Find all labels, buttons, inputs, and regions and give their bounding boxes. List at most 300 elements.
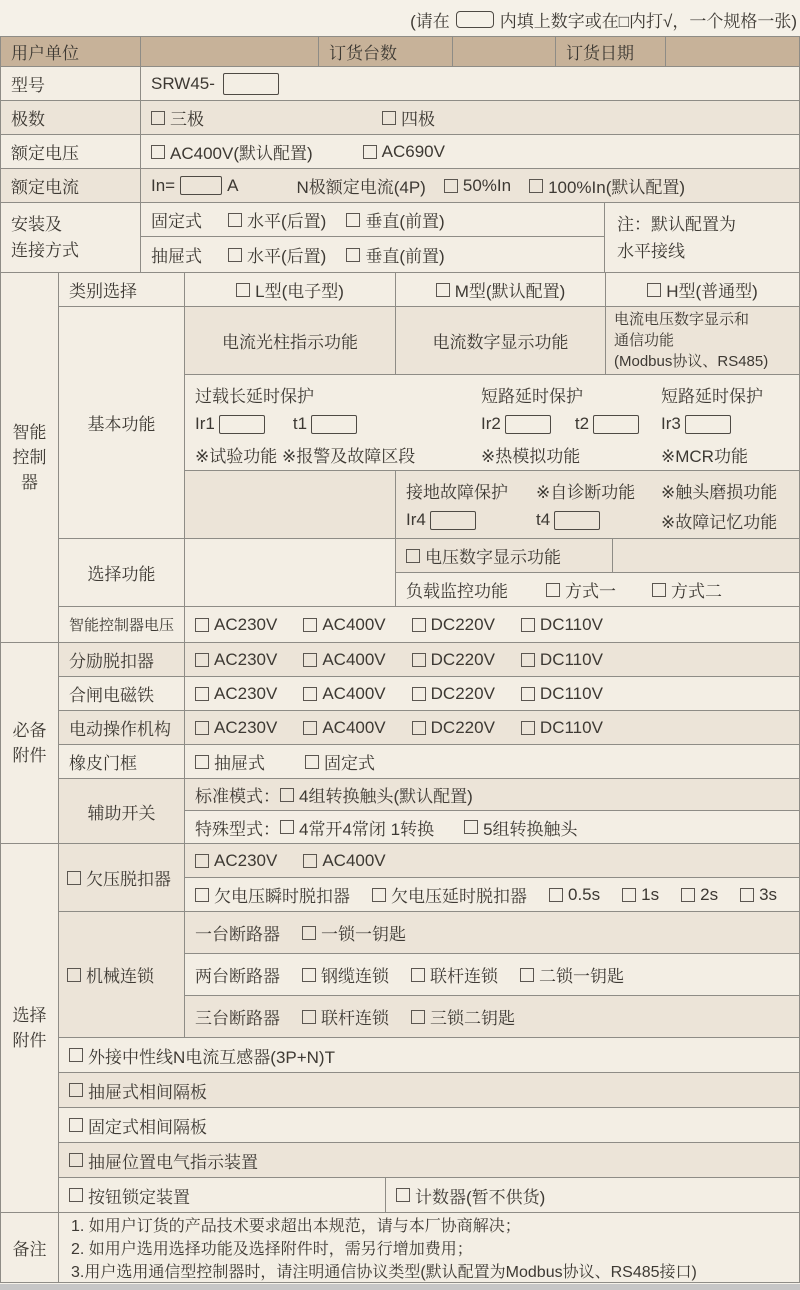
fill-in-box (456, 11, 494, 28)
category-m-option (436, 277, 565, 302)
option (382, 105, 435, 130)
option (346, 242, 444, 267)
option-label: DC110V (539, 614, 603, 634)
checkbox-icon[interactable] (521, 618, 535, 632)
checkbox-icon[interactable] (363, 145, 377, 159)
user-unit-input[interactable] (140, 36, 319, 67)
option (412, 650, 495, 670)
short-delay-fields (481, 409, 639, 439)
option-label: 联杆连锁 (430, 967, 498, 986)
aux-switch-std-cell (184, 778, 800, 811)
overload-protection-group (195, 379, 415, 469)
option-label: 计数器(暂不供货) (415, 1187, 546, 1207)
contact-wear-note: ※触头磨损功能 (661, 482, 778, 502)
option (69, 1078, 207, 1103)
page-bottom-strip (0, 1284, 800, 1290)
one-breaker-prefix: 一台断路器 (195, 925, 280, 944)
option-label: 四极 (401, 110, 435, 129)
checkbox-icon[interactable] (151, 145, 165, 159)
option (549, 885, 600, 905)
checkbox-icon[interactable] (303, 653, 317, 667)
ir3-label: Ir3 (661, 414, 681, 433)
checkbox-icon[interactable] (546, 583, 560, 597)
category-h-option (647, 277, 758, 302)
checkbox-icon[interactable] (529, 179, 543, 193)
remarks-label: 备注 (0, 1212, 59, 1283)
text-line: 附件 (12, 746, 47, 765)
option-label: 抽屉式相间隔板 (88, 1082, 207, 1102)
shunt-cell (184, 642, 800, 677)
option-label: 外接中性线N电流互感器(3P+N)T (88, 1047, 335, 1067)
option-label: M型(默认配置) (454, 282, 566, 301)
option-label: 三锁二钥匙 (430, 1009, 515, 1028)
option-label: 垂直(前置) (365, 247, 445, 266)
checkbox-icon[interactable] (549, 888, 563, 902)
option-label: 4组转换触头(默认配置) (299, 787, 473, 806)
option-label: 5组转换触头 (483, 819, 578, 839)
checkbox-icon[interactable] (195, 755, 209, 769)
closing-coil-cell (184, 676, 800, 711)
option-label: 三极 (170, 110, 204, 129)
text-line: 智能 (12, 423, 47, 442)
ir2-fill-in-box[interactable] (505, 415, 551, 434)
option-label: 2s (700, 884, 719, 904)
install-drawer-prefix: 抽屉式 (151, 247, 202, 266)
checkbox-icon[interactable] (195, 618, 209, 632)
checkbox-icon[interactable] (195, 721, 209, 735)
option-label: 按钮锁定装置 (88, 1187, 190, 1207)
aux-std-options (280, 782, 473, 807)
option (521, 718, 603, 738)
install-fixed-prefix: 固定式 (151, 212, 202, 231)
t1-fill-in-box[interactable] (311, 415, 357, 434)
option-label: AC400V (322, 717, 386, 737)
ir1-label: Ir1 (195, 414, 215, 433)
model-label: 型号 (0, 66, 141, 101)
poles-label: 极数 (0, 100, 141, 135)
checkbox-icon[interactable] (302, 926, 316, 940)
option-label: 50%In (462, 175, 512, 195)
rated-voltage-label: 额定电压 (0, 134, 141, 169)
option-label: 固定式 (324, 754, 375, 773)
model-cell (140, 66, 800, 101)
ir2-label: Ir2 (481, 414, 501, 433)
protection-row1 (184, 374, 800, 471)
in-prefix: In= (151, 175, 176, 195)
checkbox-icon[interactable] (69, 1118, 83, 1132)
t4-label: t4 (536, 510, 551, 529)
overload-fields (195, 409, 415, 439)
controller-group-label (0, 272, 59, 643)
aux-switch-sp-cell (184, 810, 800, 844)
checkbox-icon[interactable] (67, 871, 81, 885)
required-group-label (0, 642, 59, 844)
drawer-barrier-option (69, 1078, 207, 1103)
text-line: 通信功能 (614, 332, 675, 349)
controller-voltage-options (195, 615, 603, 635)
load-monitor-label: 负载监控功能 (406, 582, 508, 601)
install-fixed-options (228, 207, 445, 232)
drawer-position-indicator-cell (58, 1142, 800, 1178)
option (520, 962, 624, 987)
option (303, 615, 385, 635)
option (67, 865, 171, 890)
option (195, 615, 277, 635)
checkbox-icon[interactable] (69, 1048, 83, 1062)
motor-mechanism-label: 电动操作机构 (58, 710, 185, 745)
poles-options (151, 105, 435, 130)
rubber-frame-cell (184, 744, 800, 779)
category-h-cell (605, 272, 800, 307)
func-m-cell: 电流数字显示功能 (395, 306, 606, 375)
text-line: (Modbus协议、RS485) (614, 353, 769, 370)
option (303, 684, 385, 704)
option (69, 1113, 207, 1138)
checkbox-icon[interactable] (346, 248, 360, 262)
text-line: 控制 (12, 448, 47, 467)
ground-fault-group (406, 475, 508, 535)
option (521, 615, 603, 635)
text-line: 1. 如用户订货的产品技术要求超出本规范，请与本厂协商解决； (71, 1218, 521, 1235)
short-instant-protection-group (661, 379, 763, 469)
button-lock-cell (58, 1177, 386, 1213)
option-label: AC230V (214, 614, 278, 634)
option-label: 固定式相间隔板 (88, 1117, 207, 1137)
text-line: 2. 如用户选用选择功能及选择附件时，需另行增加费用； (71, 1241, 473, 1258)
text-line: 器 (21, 473, 38, 492)
voltage-display-empty (612, 538, 800, 573)
option-label: AC400V(默认配置) (170, 144, 313, 163)
install-note-cell (604, 202, 800, 273)
option-label: DC220V (430, 649, 495, 669)
func-l-cell: 电流光柱指示功能 (184, 306, 396, 375)
motor-mechanism-options (195, 718, 603, 738)
undervoltage-option (67, 865, 171, 890)
option-label: AC230V (214, 683, 278, 703)
option (412, 718, 495, 738)
option-label: 二锁一钥匙 (539, 967, 624, 986)
checkbox-icon[interactable] (372, 888, 386, 902)
mech-interlock-r1-cell (184, 911, 800, 954)
checkbox-icon[interactable] (236, 283, 250, 297)
basic-func-label: 基本功能 (58, 306, 185, 539)
two-breaker-prefix: 两台断路器 (195, 967, 280, 986)
option-label: DC110V (539, 683, 603, 703)
overload-title: 过载长延时保护 (195, 386, 314, 406)
load-monitor-cell (395, 572, 800, 607)
option (228, 242, 326, 267)
drawer-position-indicator-option (69, 1148, 258, 1173)
short-instant-title: 短路延时保护 (661, 386, 763, 406)
checkbox-icon[interactable] (521, 653, 535, 667)
checkbox-icon[interactable] (382, 111, 396, 125)
option-label: H型(普通型) (666, 282, 758, 301)
option (346, 207, 444, 232)
option-label: 0.5s (568, 884, 601, 904)
option (412, 684, 495, 704)
ground-fault-title: 接地故障保护 (406, 482, 508, 502)
option-label: 欠电压瞬时脱扣器 (214, 887, 350, 906)
t4-fill-in-box[interactable] (554, 511, 600, 530)
option-label: 垂直(前置) (365, 212, 445, 231)
fault-memory-note: ※故障记忆功能 (661, 512, 778, 532)
two-breaker-options (302, 962, 624, 987)
rated-voltage-cell (140, 134, 800, 169)
checkbox-icon[interactable] (681, 888, 695, 902)
option (195, 718, 277, 738)
option-label: AC230V (214, 850, 278, 870)
option-label: AC230V (214, 649, 278, 669)
contact-wear-group (661, 475, 777, 535)
ground-fault-fields (406, 505, 508, 535)
checkbox-icon[interactable] (302, 1010, 316, 1024)
undervoltage-r2-cell (184, 877, 800, 912)
option (411, 1004, 515, 1029)
checkbox-icon[interactable] (444, 179, 458, 193)
in-fill-in-box[interactable] (180, 176, 222, 195)
one-breaker-options (302, 920, 406, 945)
checkbox-icon[interactable] (464, 820, 478, 834)
t2-fill-in-box[interactable] (593, 415, 639, 434)
option-label: 抽屉式 (214, 754, 265, 773)
shunt-label: 分励脱扣器 (58, 642, 185, 677)
checkbox-icon[interactable] (302, 968, 316, 982)
text-line: 附件 (12, 1031, 47, 1050)
aux-switch-label: 辅助开关 (58, 778, 185, 844)
checkbox-icon[interactable] (67, 968, 81, 982)
func-h-cell (605, 306, 800, 375)
checkbox-icon[interactable] (396, 1188, 410, 1202)
select-func-empty (184, 538, 396, 607)
undervoltage-r1-cell (184, 843, 800, 878)
in-suffix: A (227, 175, 239, 195)
motor-mechanism-cell (184, 710, 800, 745)
option (521, 684, 603, 704)
protection-row2-empty (184, 470, 396, 539)
checkbox-icon[interactable] (280, 820, 294, 834)
checkbox-icon[interactable] (195, 888, 209, 902)
load-monitor-options (546, 577, 722, 602)
category-l-option (236, 277, 344, 302)
option (195, 749, 265, 774)
closing-coil-label: 合闸电磁铁 (58, 676, 185, 711)
ir1-fill-in-box[interactable] (219, 415, 265, 434)
option (305, 749, 375, 774)
checkbox-icon[interactable] (69, 1083, 83, 1097)
top-note (410, 7, 797, 32)
option-label: DC110V (539, 717, 603, 737)
checkbox-icon[interactable] (521, 687, 535, 701)
option-label: AC230V (214, 717, 278, 737)
option-label: 4常开4常闭 1转换 (299, 819, 435, 839)
button-lock-option (69, 1183, 190, 1208)
checkbox-icon[interactable] (740, 888, 754, 902)
t1-label: t1 (292, 414, 308, 433)
drawer-barrier-cell (58, 1072, 800, 1108)
rated-current-label: 额定电流 (0, 168, 141, 203)
option (436, 277, 565, 302)
checkbox-icon[interactable] (195, 854, 209, 868)
counter-cell (385, 1177, 800, 1213)
voltage-display-cell (395, 538, 613, 573)
ir4-fill-in-box[interactable] (430, 511, 476, 530)
option (303, 851, 385, 871)
checkbox-icon[interactable] (69, 1153, 83, 1167)
checkbox-icon[interactable] (151, 111, 165, 125)
counter-option (396, 1183, 545, 1208)
order-date-input[interactable] (665, 36, 800, 67)
option-label: AC400V (322, 683, 386, 703)
option-label: DC220V (430, 717, 495, 737)
external-n-ct-cell (58, 1037, 800, 1073)
checkbox-icon[interactable] (195, 653, 209, 667)
option-label: 1s (641, 884, 660, 904)
optional-group-label (0, 843, 59, 1213)
fixed-barrier-option (69, 1113, 207, 1138)
controller-voltage-cell (184, 606, 800, 643)
option-label: AC400V (322, 850, 386, 870)
option (151, 139, 313, 164)
checkbox-icon[interactable] (412, 653, 426, 667)
checkbox-icon[interactable] (652, 583, 666, 597)
checkbox-icon[interactable] (622, 888, 636, 902)
top-note-suffix: 内填上数字或在□内打√，一个规格一张) (499, 12, 797, 31)
checkbox-icon[interactable] (280, 788, 294, 802)
checkbox-icon[interactable] (303, 721, 317, 735)
remarks-cell (58, 1212, 800, 1283)
mech-interlock-r3-cell (184, 995, 800, 1038)
checkbox-icon[interactable] (303, 854, 317, 868)
rated-current-options (444, 173, 685, 198)
option-label: 水平(后置) (247, 212, 327, 231)
option (444, 176, 511, 196)
order-qty-input[interactable] (452, 36, 556, 67)
option (412, 615, 495, 635)
mech-interlock-label-cell (58, 911, 185, 1038)
option-label: 抽屉位置电气指示装置 (88, 1152, 258, 1172)
aux-std-prefix: 标准模式： (195, 787, 280, 806)
model-fill-in-box[interactable] (223, 73, 279, 95)
option (529, 173, 685, 198)
option (69, 1183, 190, 1208)
order-qty-label: 订货台数 (318, 36, 453, 67)
checkbox-icon[interactable] (647, 283, 661, 297)
checkbox-icon[interactable] (303, 687, 317, 701)
option (363, 142, 445, 162)
short-delay-protection-group (481, 379, 639, 469)
option-label: AC690V (381, 141, 445, 161)
checkbox-icon[interactable] (228, 248, 242, 262)
option (681, 885, 718, 905)
checkbox-icon[interactable] (412, 618, 426, 632)
checkbox-icon[interactable] (521, 721, 535, 735)
option-label: 联杆连锁 (321, 1009, 389, 1028)
option (151, 105, 204, 130)
option (195, 684, 277, 704)
order-date-label: 订货日期 (555, 36, 666, 67)
checkbox-icon[interactable] (69, 1188, 83, 1202)
text-line: 电流电压数字显示和 (614, 311, 750, 328)
option (228, 207, 326, 232)
option (69, 1043, 335, 1068)
install-note-line1: 注：默认配置为 (617, 214, 736, 234)
option (647, 277, 758, 302)
three-breaker-options (302, 1004, 515, 1029)
checkbox-icon[interactable] (411, 968, 425, 982)
option-label: 电压数字显示功能 (425, 548, 561, 567)
option-label: 方式二 (671, 582, 722, 601)
checkbox-icon[interactable] (406, 549, 420, 563)
controller-voltage-label: 智能控制器电压 (58, 606, 185, 643)
option-label: AC400V (322, 614, 386, 634)
checkbox-icon[interactable] (411, 1010, 425, 1024)
category-l-cell (184, 272, 396, 307)
option-label: DC220V (430, 614, 495, 634)
option (280, 782, 473, 807)
rubber-frame-options (195, 749, 375, 774)
option (67, 962, 154, 987)
option (411, 962, 498, 987)
checkbox-icon[interactable] (228, 213, 242, 227)
option (303, 718, 385, 738)
install-drawer-cell (140, 236, 605, 273)
mech-interlock-option (67, 962, 154, 987)
poles-cell (140, 100, 800, 135)
install-label (0, 202, 141, 273)
checkbox-icon[interactable] (436, 283, 450, 297)
overload-notes: ※试验功能 ※报警及故障区段 (195, 446, 416, 466)
option-label: 机械连锁 (86, 967, 154, 986)
install-label-line2: 连接方式 (11, 240, 79, 260)
ir3-fill-in-box[interactable] (685, 415, 731, 434)
option (302, 962, 389, 987)
shunt-options (195, 650, 603, 670)
option (406, 543, 561, 568)
short-delay-title: 短路延时保护 (481, 386, 583, 406)
three-breaker-prefix: 三台断路器 (195, 1009, 280, 1028)
option (195, 882, 350, 907)
t2-label: t2 (574, 414, 590, 433)
option-label: 欠压脱扣器 (86, 870, 171, 889)
option (740, 885, 777, 905)
checkbox-icon[interactable] (412, 687, 426, 701)
option (652, 577, 722, 602)
option-label: 欠电压延时脱扣器 (391, 887, 527, 906)
self-diagnosis-note: ※自诊断功能 (536, 482, 636, 502)
checkbox-icon[interactable] (305, 755, 319, 769)
category-label: 类别选择 (58, 272, 185, 307)
checkbox-icon[interactable] (195, 687, 209, 701)
undervoltage-r1-options (195, 851, 386, 871)
checkbox-icon[interactable] (303, 618, 317, 632)
option (622, 885, 659, 905)
short-instant-notes: ※MCR功能 (661, 446, 748, 466)
option (464, 815, 577, 840)
option (396, 1183, 545, 1208)
undervoltage-label-cell (58, 843, 185, 912)
user-unit-label: 用户单位 (0, 36, 141, 67)
option-label: DC220V (430, 683, 495, 703)
fixed-barrier-cell (58, 1107, 800, 1143)
checkbox-icon[interactable] (346, 213, 360, 227)
checkbox-icon[interactable] (520, 968, 534, 982)
option (280, 815, 434, 840)
option (236, 277, 344, 302)
closing-coil-options (195, 684, 603, 704)
option (195, 851, 277, 871)
checkbox-icon[interactable] (412, 721, 426, 735)
option-label: 水平(后置) (247, 247, 327, 266)
